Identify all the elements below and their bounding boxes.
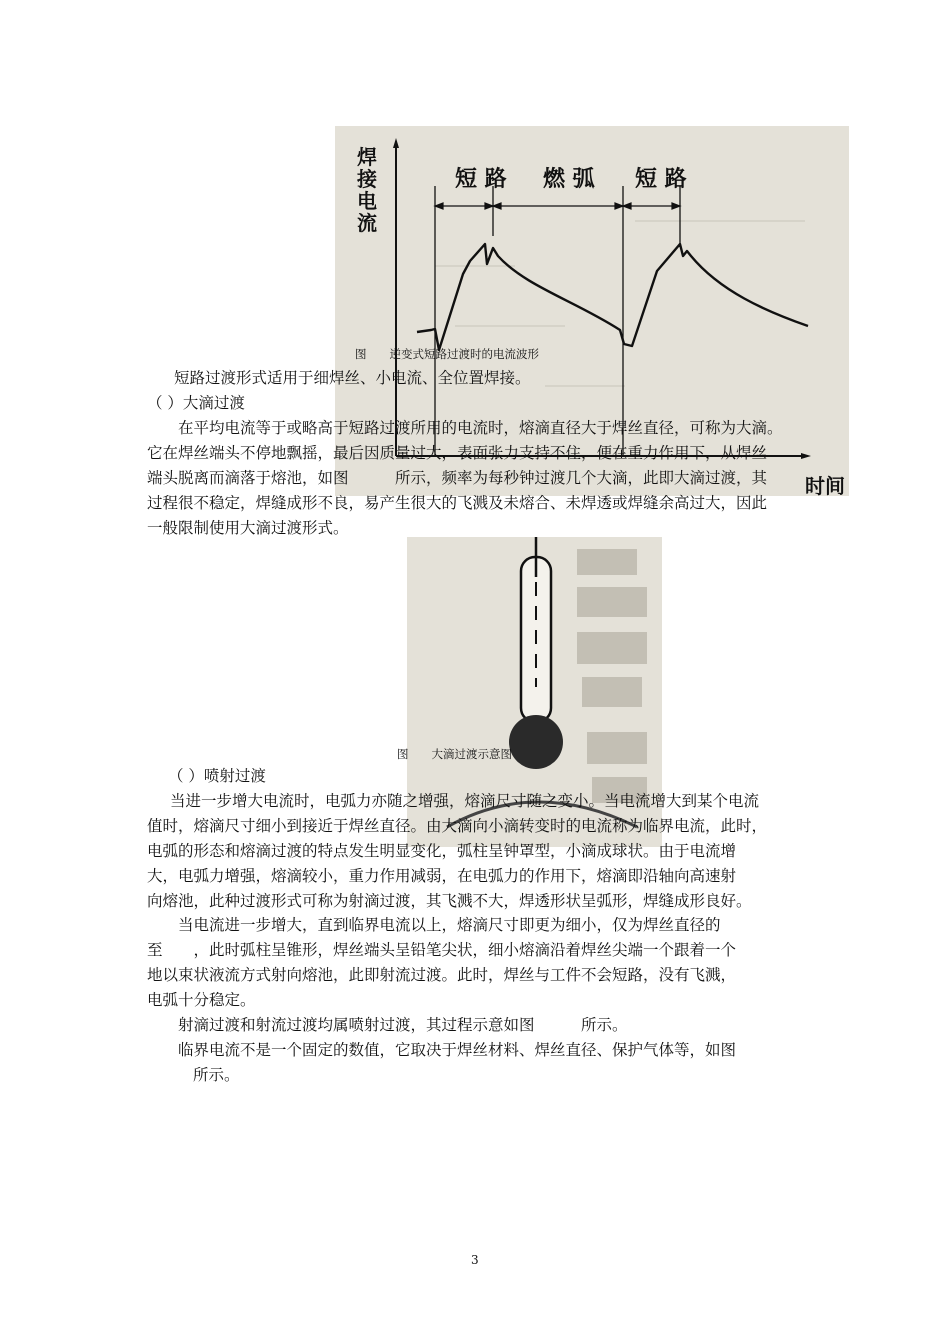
paragraph-globular-line2: 它在焊丝端头不停地飘摇，最后因质量过大，表面张力支持不住，便在重力作用下，从焊丝 (147, 444, 768, 462)
paragraph-spray-line5: 向熔池，此种过渡形式可称为射滴过渡，其飞溅不大，焊透形状呈弧形，焊缝成形良好。 (147, 892, 752, 910)
paragraph-jet-line2: 至 ，此时弧柱呈锥形，焊丝端头呈铅笔尖状，细小熔滴沿着焊丝尖端一个跟着一个 (147, 941, 737, 959)
page-number: 3 (471, 1253, 479, 1267)
current-waveform (417, 244, 808, 350)
paragraph-spray-line1: 当进一步增大电流时，电弧力亦随之增强，熔滴尺寸随之变小。当电流增大到某个电流 (170, 792, 760, 810)
paragraph-globular-line1: 在平均电流等于或略高于短路过渡所用的电流时，熔滴直径大于焊丝直径，可称为大滴。 (178, 419, 783, 437)
waveform-ylabel: 焊接电流 (357, 145, 377, 235)
heading-globular-transfer: （ ）大滴过渡 (147, 394, 245, 412)
figure-waveform (335, 126, 849, 496)
paragraph-critical-current-line1: 临界电流不是一个固定的数值，它取决于焊丝材料、焊丝直径、保护气体等，如图 (178, 1041, 737, 1059)
paragraph-short-circuit-use: 短路过渡形式适用于细焊丝、小电流、全位置焊接。 (174, 369, 531, 387)
waveform-label-short2: 短 路 (635, 167, 687, 192)
paragraph-globular-line5: 一般限制使用大滴过渡形式。 (147, 519, 349, 537)
paragraph-spray-line3: 电弧的形态和熔滴过渡的特点发生明显变化，弧柱呈钟罩型，小滴成球状。由于电流增 (147, 842, 737, 860)
paragraph-spray-line2: 值时，熔滴尺寸细小到接近于焊丝直径。由大滴向小滴转变时的电流称为临界电流，此时， (147, 817, 768, 835)
waveform-label-arc: 燃 弧 (543, 167, 595, 192)
paragraph-jet-line1: 当电流进一步增大，直到临界电流以上，熔滴尺寸即更为细小，仅为焊丝直径的 (178, 916, 721, 934)
figure1-caption: 图 逆变式短路过渡时的电流波形 (355, 347, 539, 361)
paragraph-globular-line3: 端头脱离而滴落于熔池，如图 所示，频率为每秒钟过渡几个大滴，此即大滴过渡，其 (147, 469, 768, 487)
figure2-caption: 图 大滴过渡示意图 (397, 747, 512, 761)
waveform-label-short1: 短 路 (455, 167, 507, 192)
paragraph-critical-current-line2: 所示。 (193, 1066, 240, 1084)
paragraph-spray-summary: 射滴过渡和射流过渡均属喷射过渡，其过程示意如图 所示。 (178, 1016, 628, 1034)
molten-droplet (509, 715, 563, 769)
paragraph-jet-line3: 地以束状液流方式射向熔池，此即射流过渡。此时，焊丝与工件不会短路，没有飞溅， (147, 966, 737, 984)
paragraph-jet-line4: 电弧十分稳定。 (147, 991, 256, 1009)
waveform-xlabel: 时间 (805, 474, 845, 496)
heading-spray-transfer: （ ）喷射过渡 (168, 767, 266, 785)
paragraph-spray-line4: 大，电弧力增强，熔滴较小，重力作用减弱，在电弧力的作用下，熔滴即沿轴向高速射 (147, 867, 737, 885)
paragraph-globular-line4: 过程很不稳定，焊缝成形不良，易产生很大的飞溅及未熔合、未焊透或焊缝余高过大，因此 (147, 494, 768, 512)
